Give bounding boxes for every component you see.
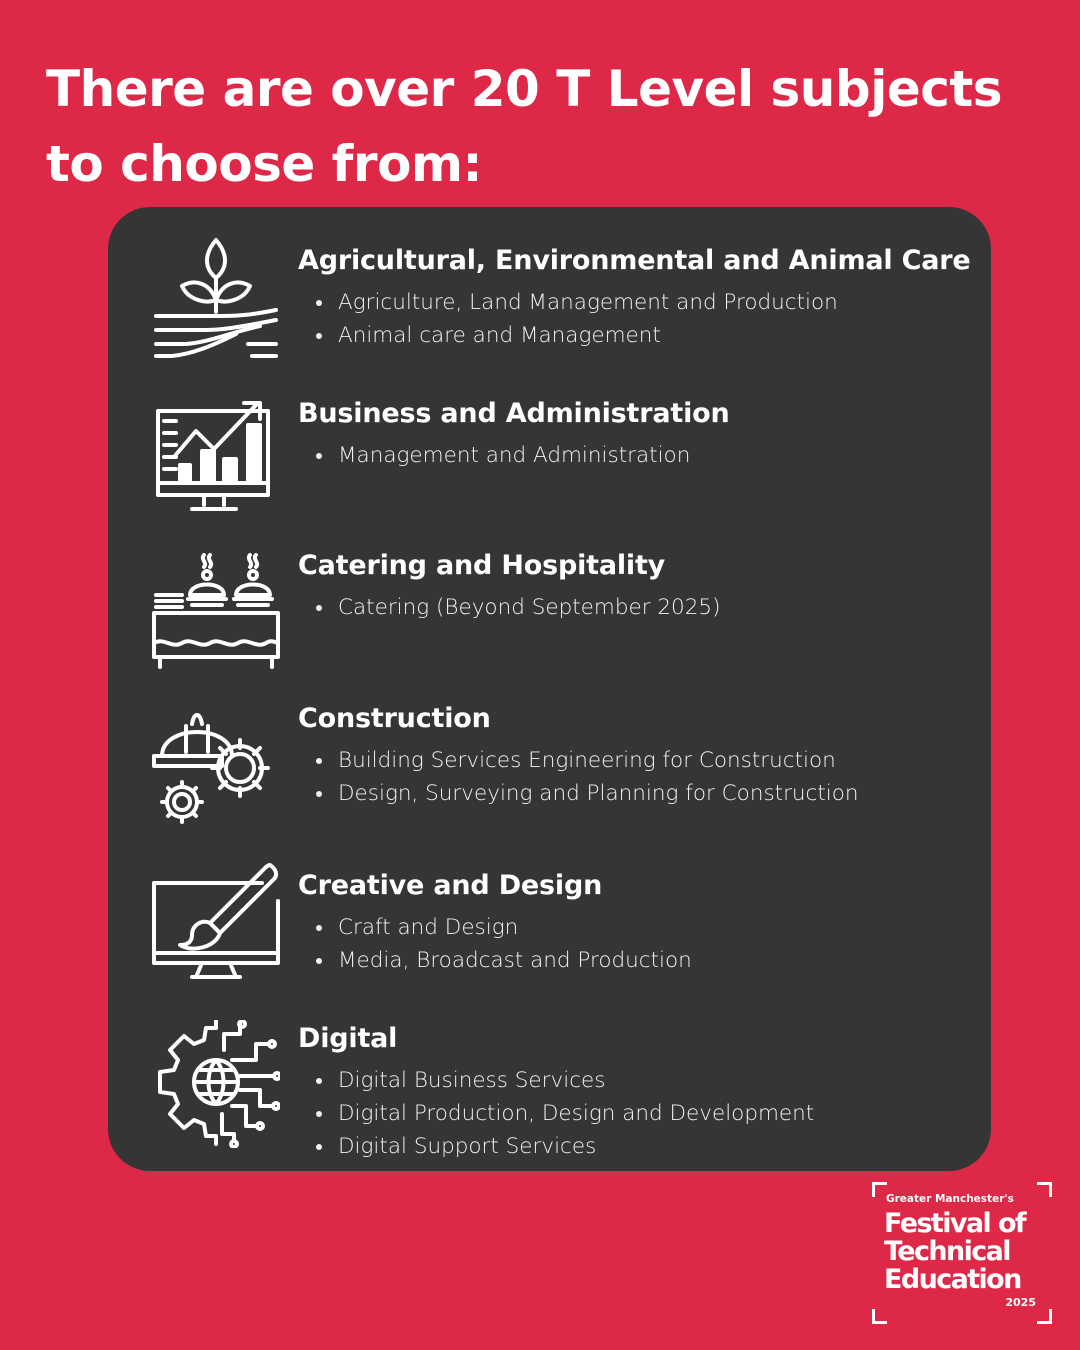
subject-list [298,911,692,977]
section-title: Creative and Design [298,870,603,901]
headline: There are over 20 T Level subjects to choose from: [46,60,1003,193]
monitor-brush-icon [152,861,280,989]
logo-line-2: Technical [884,1236,1010,1267]
logo-corner [872,1309,887,1324]
subject-item: Management and Administration [298,439,690,472]
subject-item: Animal care and Management [298,319,838,352]
subjects-panel [108,207,991,1171]
hardhat-gears-icon [152,702,280,830]
section-title: Construction [298,703,491,734]
plant-field-icon [152,234,280,362]
subject-item: Design, Surveying and Planning for Construction [298,777,859,810]
buffet-table-icon [152,551,280,679]
subject-list [298,439,690,472]
subject-list [298,286,838,352]
subject-item: Catering (Beyond September 2025) [298,591,720,624]
logo-line-1: Festival of [884,1208,1026,1239]
subject-list [298,744,859,810]
subject-item: Digital Business Services [298,1064,814,1097]
gear-globe-circuit-icon [152,1020,280,1148]
subject-item: Craft and Design [298,911,692,944]
subject-item: Agriculture, Land Management and Production [298,286,838,319]
subject-list [298,591,720,624]
logo-year: 2025 [1005,1296,1036,1309]
subject-item: Building Services Engineering for Construction [298,744,859,777]
festival-logo [872,1182,1052,1324]
logo-corner [872,1182,887,1197]
logo-tagline: Greater Manchester's [886,1193,1014,1205]
subject-list [298,1064,814,1163]
subject-item: Media, Broadcast and Production [298,944,692,977]
section-title: Business and Administration [298,398,730,429]
section-title: Catering and Hospitality [298,550,666,581]
logo-line-3: Education [884,1264,1021,1295]
section-title: Agricultural, Environmental and Animal Care [298,245,971,276]
section-title: Digital [298,1023,398,1054]
chart-monitor-icon [152,391,280,519]
subject-item: Digital Support Services [298,1130,814,1163]
logo-corner [1037,1309,1052,1324]
logo-corner [1037,1182,1052,1197]
subject-item: Digital Production, Design and Development [298,1097,814,1130]
